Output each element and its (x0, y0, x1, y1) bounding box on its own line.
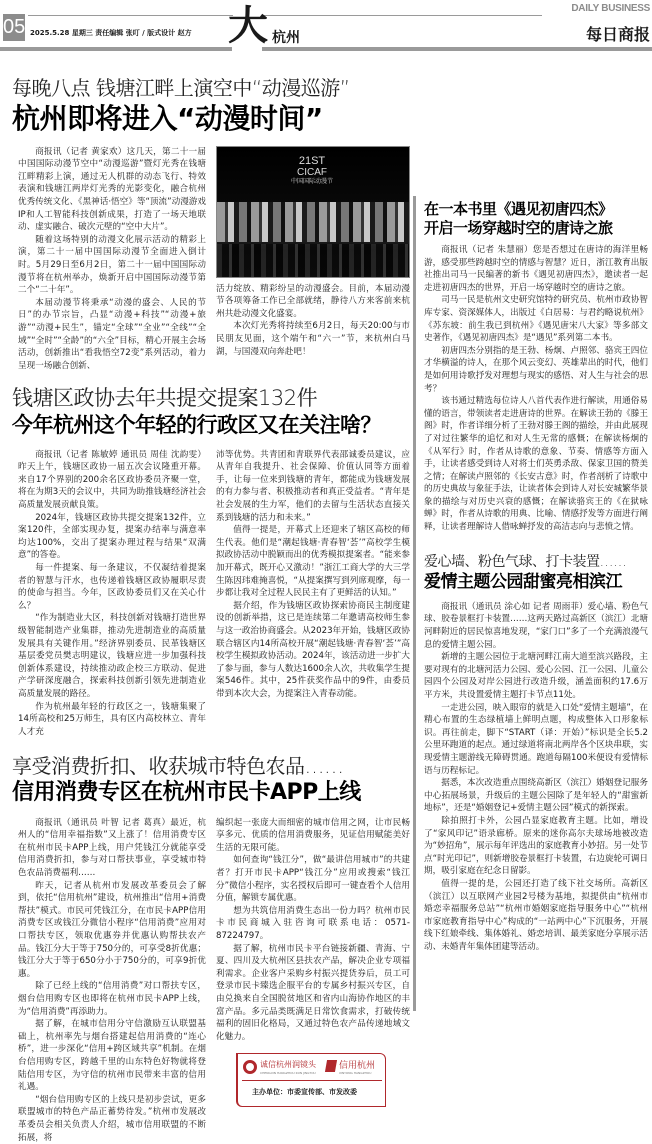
paragraph: 据了解，杭州市民卡平台链接新疆、青海、宁夏、四川及大杭州区县扶农产品，解决企业专项福利需求。企业客户采购乡村振兴提货券后，员工可登录市民卡臻选企服平台的专属乡村振兴专区，自由兑换来自全国脱贫地区和省内山海协作地区的丰富产品。多元品类既满足日常饮食需求，打破传统福利的固旧化格局，又通过特色农产品传递地域文化魅力。 (216, 943, 410, 1042)
article-column (18, 449, 206, 739)
right-area (424, 200, 648, 953)
article-qiantang-cppcc (12, 386, 410, 738)
paragraph: 值得一提的是，公园还打造了线下社交场所。高新区（滨江）以互联网产业园2号楼为基地，拟提供由“杭州市婚恋幸福服务总站”“杭州市婚姻家庭指导服务中心”“杭州市家庭教育指导中心”构成的“一站两中心”下沉服务，开展线下红娘牵线、集体婚礼、婚恋培训、最美家庭分享展示活动、未婚青年集体团建等活动。 (424, 878, 648, 952)
paragraph: 据介绍，作为钱塘区政协探索协商民主制度建设的创新举措，这已是连续第二年邀请高校师生参与这一政治协商盛会。从2023年开始，钱塘区政协联合辖区内14所高校开展“潮起钱塘·青春智‘荟’”高校学生模拟政协活动。2024年，该活动进一步扩大了参与面，参与人数达1600余人次，共收集学生提案546件。其中，25件获奖作品中的9件，由委员带到本次大会，为提案注入青春动能。 (216, 600, 410, 699)
brand-logo: 每日商报 (585, 25, 650, 44)
paragraph: 昨天，记者从杭州市发展改革委员会了解到，依托“信用杭州”建设，杭州推出“信用+消费帮扶”模式。市民可凭钱江分，在市民卡APP信用消费专区或钱江分微信小程序“信用消费”应用对口帮扶专区，领取优惠券并优惠认购帮扶农产品。钱江分大于等于750分的，可享受8折优惠；钱江分大于等于650分小于750分的，可享9折优惠。 (18, 880, 206, 979)
logo-text: 21ST (298, 154, 326, 167)
paragraph: 本届动漫节将秉承“动漫的盛会、人民的节日”的办节宗旨，凸显“动漫+科技”“动漫+旅游”“动漫+民生”，锚定“全球”“全业”“全线”“全域”“全时”“全龄”的“六全”目标，精心开展主会场活动，创新推出“看我悟空72变”系列活动，着力呈现一场融合创新、 (18, 297, 206, 371)
section-name: 杭州 (272, 30, 300, 46)
photo-logo (277, 155, 347, 186)
article-anime-festival (12, 76, 410, 372)
page-number: 05 (3, 14, 25, 41)
paragraph: 该书通过精选每位诗人八首代表作进行解读，用通俗易懂的语言，带领读者走进唐诗的世界。在解读王勃的《滕王阁》时，作者详细分析了王勃对滕王阁的描绘，并由此展现了对过往繁华的追忆和对人生无常的感慨；在解读杨炯的《从军行》时，作者从诗歌的意象、节奏、情感等方面入手，让读者感受到诗人对将士们英勇杀敌、保家卫国的赞美之情；在解读卢照邻的《长安古意》时，作者剖析了诗歌中的历史典故与象征手法，让读者体会到诗人对长安城繁华景象的描绘与对历史兴衰的感慨；在解读骆宾王的《在狱咏蝉》时，作者从诗歌的用典、比喻、情感抒发等方面进行阐释，让读者理解诗人借咏蝉抒发的高洁志向与悲愤之情。 (424, 396, 648, 533)
photo-reflection (217, 244, 410, 278)
paragraph: 如何查询“钱江分”，做“最讲信用城市”的共建者？打开市民卡APP“钱江分”应用或搜索“钱江分”微信小程序，实名授权后即可一键查看个人信用分值，解锁专属优惠。 (216, 855, 410, 904)
ad-divider (242, 1080, 382, 1081)
article-love-park (424, 554, 648, 954)
article-column-text (216, 283, 410, 359)
section-mark: 大 (228, 2, 268, 49)
brand-english: DAILY BUSINESS (571, 3, 650, 14)
paragraph: 编织起一张庞大而细密的城市信用之网，让市民畅享多元、优质的信用消费服务，见证信用赋能美好生活的无限可能。 (216, 817, 410, 853)
paragraph: 商报讯（记者 陈敏婷 通讯员 周佳 沈韵雯）昨天上午，钱塘区政协一届五次会议隆重开幕。来自17个界别的200余名区政协委员齐聚一堂，将在为期3天的会议中，共同为助推钱塘经济社会高质量发展贡献良策。 (18, 449, 206, 511)
article-column (216, 449, 410, 701)
article-body (12, 817, 410, 1144)
article-subtitle: 钱塘区政协去年共提交提案132件 (12, 386, 318, 411)
article-credit-consumption (12, 754, 410, 1144)
article-title (424, 200, 648, 238)
ad-sponsor: 主办单位：市委宣传部、市发改委 (252, 1087, 357, 1097)
paragraph: “烟台信用购专区的上线只是初步尝试，更多联盟城市的特色产品正蓄势待发。”杭州市发展改革委员会相关负责人介绍，城市信用联盟的不断拓展，将 (18, 1094, 206, 1143)
article-body (12, 449, 410, 739)
left-area (12, 76, 410, 1144)
paragraph: 沛等优势。共青团和青联界代表邵诚委员建议，应从青年自我提升、社会保障、价值认同等方面着手，让每一位来到钱塘的青年，都能成为钱塘发展的有力参与者、积极推动者和真正受益者。“青年是社会发展的生力军，他们的去留与生活状态直接关系到钱塘的活力和未来。” (216, 449, 410, 523)
article-title: 杭州即将进入“动漫时间” (12, 102, 323, 135)
article-body (12, 146, 410, 373)
article-subtitle: 每晚八点 钱塘江畔上演空中“动漫巡游” (12, 76, 350, 100)
paragraph: “作为制造业大区，科技创新对钱塘打造世界级智能制造产业集群，推动先进制造业的高质量发展具有关键作用。”经济界别委员、民革钱塘区基层委党员樊志明建议，钱塘应进一步加强科技创新体系建设，持续推动政企校三方联动、促进产学研深度融合，探索科技创新引领先进制造业高质量发展的路径。 (18, 613, 206, 699)
article-column (424, 244, 648, 534)
article-title: 爱情主题公园甜蜜亮相滨江 (424, 572, 622, 593)
paragraph: 商报讯（记者 黄家欢）这几天，第二十一届中国国际动漫节空中“动漫巡游”暨灯光秀在钱塘江畔精彩上演，通过无人机群的动态飞行、特效表演和钱塘江两岸灯光秀的光影变化，融合杭州优秀传统文化、《黑神话·悟空》等“顶流”动漫游戏IP和人工智能科技创新成果，打造了一场天地联动、虚实融合、破次元壁的“空中大片”。 (18, 146, 206, 233)
logo-text: 中国国际动漫节 (290, 178, 333, 185)
paragraph: 随着这场特别的动漫文化展示活动的精彩上演，第二十一届中国国际动漫节全面进入倒计时。5月29日至6月2日，第二十一届中国国际动漫节将在杭州举办，焕新开启中国国际动漫节第二个“二十年”。 (18, 234, 206, 296)
paragraph: 初唐四杰分别指的是王勃、杨炯、卢照邻、骆宾王四位才华横溢的诗人，在那个风云变幻、英雄辈出的时代，他们是如何用诗歌抒发对理想与现实的感悟、对人生与社会的思考？ (424, 345, 648, 394)
paragraph: 一走进公园，映入眼帘的就是入口处“爱情主题墙”，在精心布置的生态绿植墙上鲜明点题，构成整体入口形象标识。再往前走，脚下“START（译：开始）”标识是全长5.2公里环跑道的起点。通过绿道将南北两岸各个区块串联，实现爱情主题游线无障碍贯通。跑道每隔100米便设有爱情标语与历程标记。 (424, 702, 648, 776)
credit-hangzhou-ad (236, 1053, 386, 1107)
logo-text: CICAF (297, 167, 327, 179)
article-column (18, 817, 206, 1144)
header-rule-bottom-right (262, 47, 652, 51)
article-title: 今年杭州这个年轻的行政区又在关注啥？ (12, 413, 381, 438)
paragraph: 2024年，钱塘区政协共提交提案132件，立案120件，全部实现办复，提案办结率与满意率均达100%，交出了提案办理过程与结果“双满意”的答卷。 (18, 512, 206, 561)
article-column (18, 146, 206, 373)
title-line: 在一本书里《遇见初唐四杰》 (424, 200, 613, 218)
title-line: 开启一场穿越时空的唐诗之旅 (424, 219, 613, 237)
credit-logo-icon (325, 1060, 337, 1072)
paragraph: 司马一民是杭州文史研究馆特约研究员、杭州市政协智库专家、资深媒体人，出版过《白居易：与君约略说杭州》《苏东坡：前生我已到杭州》《遇见唐宋八大家》等多部文史著作，《遇见初唐四杰》是“遇见”系列第二本书。 (424, 295, 648, 344)
paragraph: 作为杭州最年轻的行政区之一，钱塘集聚了14所高校和25万师生，具有区内高校林立、青年人才充 (18, 701, 206, 737)
paragraph: 新增的主题公园位于北塘河畔江南大道至滨兴路段，主要对现有的北塘河活力公园、爱心公园、江一公园、儿童公园四个公园及对岸公园进行改造升级，涵盖面积约17.6万平方米，共设置爱情主题打卡节点11处。 (424, 652, 648, 700)
paragraph: 想为共筑信用消费生态出一份力吗？杭州市民卡市民商城入驻咨询可联系电话：0571-87224797。 (216, 905, 410, 942)
ad-brand2-en: XINYONG HANGZHOU (339, 1071, 372, 1076)
article-subtitle: 享受消费折扣、收获城市特色农品…… (12, 754, 344, 779)
header-rule-top-right (262, 15, 542, 16)
article-column (216, 146, 410, 359)
column-divider (413, 196, 416, 1011)
ad-brand2: 信用杭州 (339, 1061, 376, 1072)
article-column (216, 817, 410, 1108)
paragraph: 值得一提是，开幕式上还迎来了辖区高校的师生代表。他们是“潮起钱塘·青春智‘荟’”高校学生模拟政协活动中脱颖而出的优秀模拟提案者。“能来参加开幕式，既开心又激动！”浙江工商大学的大三学生陈因玮难掩喜悦，“从提案撰写到列席观摩，每一步都让我对全过程人民民主有了更鲜活的认知。” (216, 525, 410, 599)
article-column (424, 601, 648, 954)
photo-buildings (217, 202, 410, 242)
news-photo (216, 146, 410, 278)
paragraph: 商报讯（记者 朱慧丽）您是否想过在唐诗的海洋里畅游，感受那些跨越时空的情感与智慧？近日，浙江教育出版社推出司马一民编著的新书《遇见初唐四杰》，邀读者一起走进初唐四杰的世界，开启一场穿越时空的唐诗之旅。 (424, 245, 648, 293)
header-rule-bottom (0, 47, 232, 51)
date-editor-line: 2025.5.28 星期三 责任编辑 张叮 / 版式设计 赵方 (30, 29, 192, 37)
paragraph: 本次灯光秀将持续至6月2日，每天20:00与市民朋友见面，这个端午和“六一”节，来杭州白马湖，与国漫双向奔赴吧！ (216, 321, 410, 357)
paragraph: 据悉，本次改造重点围绕高新区（滨江）婚姻登记服务中心拓展场景，升级后的主题公园除了是年轻人的“甜蜜新地标”，还是“婚姻登记+爱情主题公园”模式的新探索。 (424, 778, 648, 814)
ad-brand1: 诚信杭州润镜头 (260, 1060, 316, 1070)
paragraph: 活力绽放、精彩纷呈的动漫盛会。目前，本届动漫节各项筹备工作已全部就绪，静待八方来客前来杭州共赴动漫文化盛宴。 (216, 283, 410, 319)
seal-icon (243, 1060, 257, 1074)
article-subtitle: 爱心墙、粉色气球、打卡装置…… (424, 553, 627, 570)
paragraph: 每一件提案、每一条建议，不仅凝结着提案者的智慧与汗水，也传递着钱塘区政协履职尽责的使命与担当。今年，区政协委员们又在关心什么？ (18, 563, 206, 611)
article-title: 信用消费专区在杭州市民卡APP上线 (12, 780, 361, 806)
ad-brand1-en: CHENGXIN HANGZHOU RUN JINGTOU (260, 1071, 316, 1076)
article-tang-poets-book (424, 200, 648, 534)
paragraph: 除拍照打卡外，公园凸显家庭教育主题。比如，增设了“家风印记”语录廊桥。原来的迷你高尔夫球场地被改造为“妙招角”，展示每年评选出的家庭教育小妙招。另一处节点“时光印记”，则新增胶卷景框打卡装置，右边旋轮可调日期，吸引家庭在纪念日留影。 (424, 815, 648, 877)
paragraph: 据了解，在城市信用分守信激励互认联盟基础上，杭州率先与烟台搭建起信用消费的“连心桥”，进一步深化“信用+跨区域共享”机制。在烟台信用购专区，跨越千里的山东特色好物就将登陆信用专区，为守信的杭州市民带来丰富的信用礼遇。 (18, 1019, 206, 1093)
header-rule-top (28, 15, 233, 16)
paragraph: 商报讯（通讯员 涂心如 记者 周雨菲）爱心墙、粉色气球、胶卷景框打卡装置……这两天路过高新区（滨江）北塘河畔附近的居民惊喜地发现，“家门口”多了一个充满浪漫气息的爱情主题公园。 (424, 601, 648, 650)
paragraph: 商报讯（通讯员 叶智 记者 葛真）最近，杭州人的“信用幸福指数”又上涨了！信用消费专区在杭州市民卡APP上线，用户凭钱江分就能享受信用消费折扣，参与对口帮扶事业，享受城市特色农品消费福利…… (18, 817, 206, 879)
paragraph: 除了已经上线的“信用消费”对口帮扶专区，烟台信用购专区也即将在杭州市民卡APP上线，为“信用消费”再添助力。 (18, 981, 206, 1017)
